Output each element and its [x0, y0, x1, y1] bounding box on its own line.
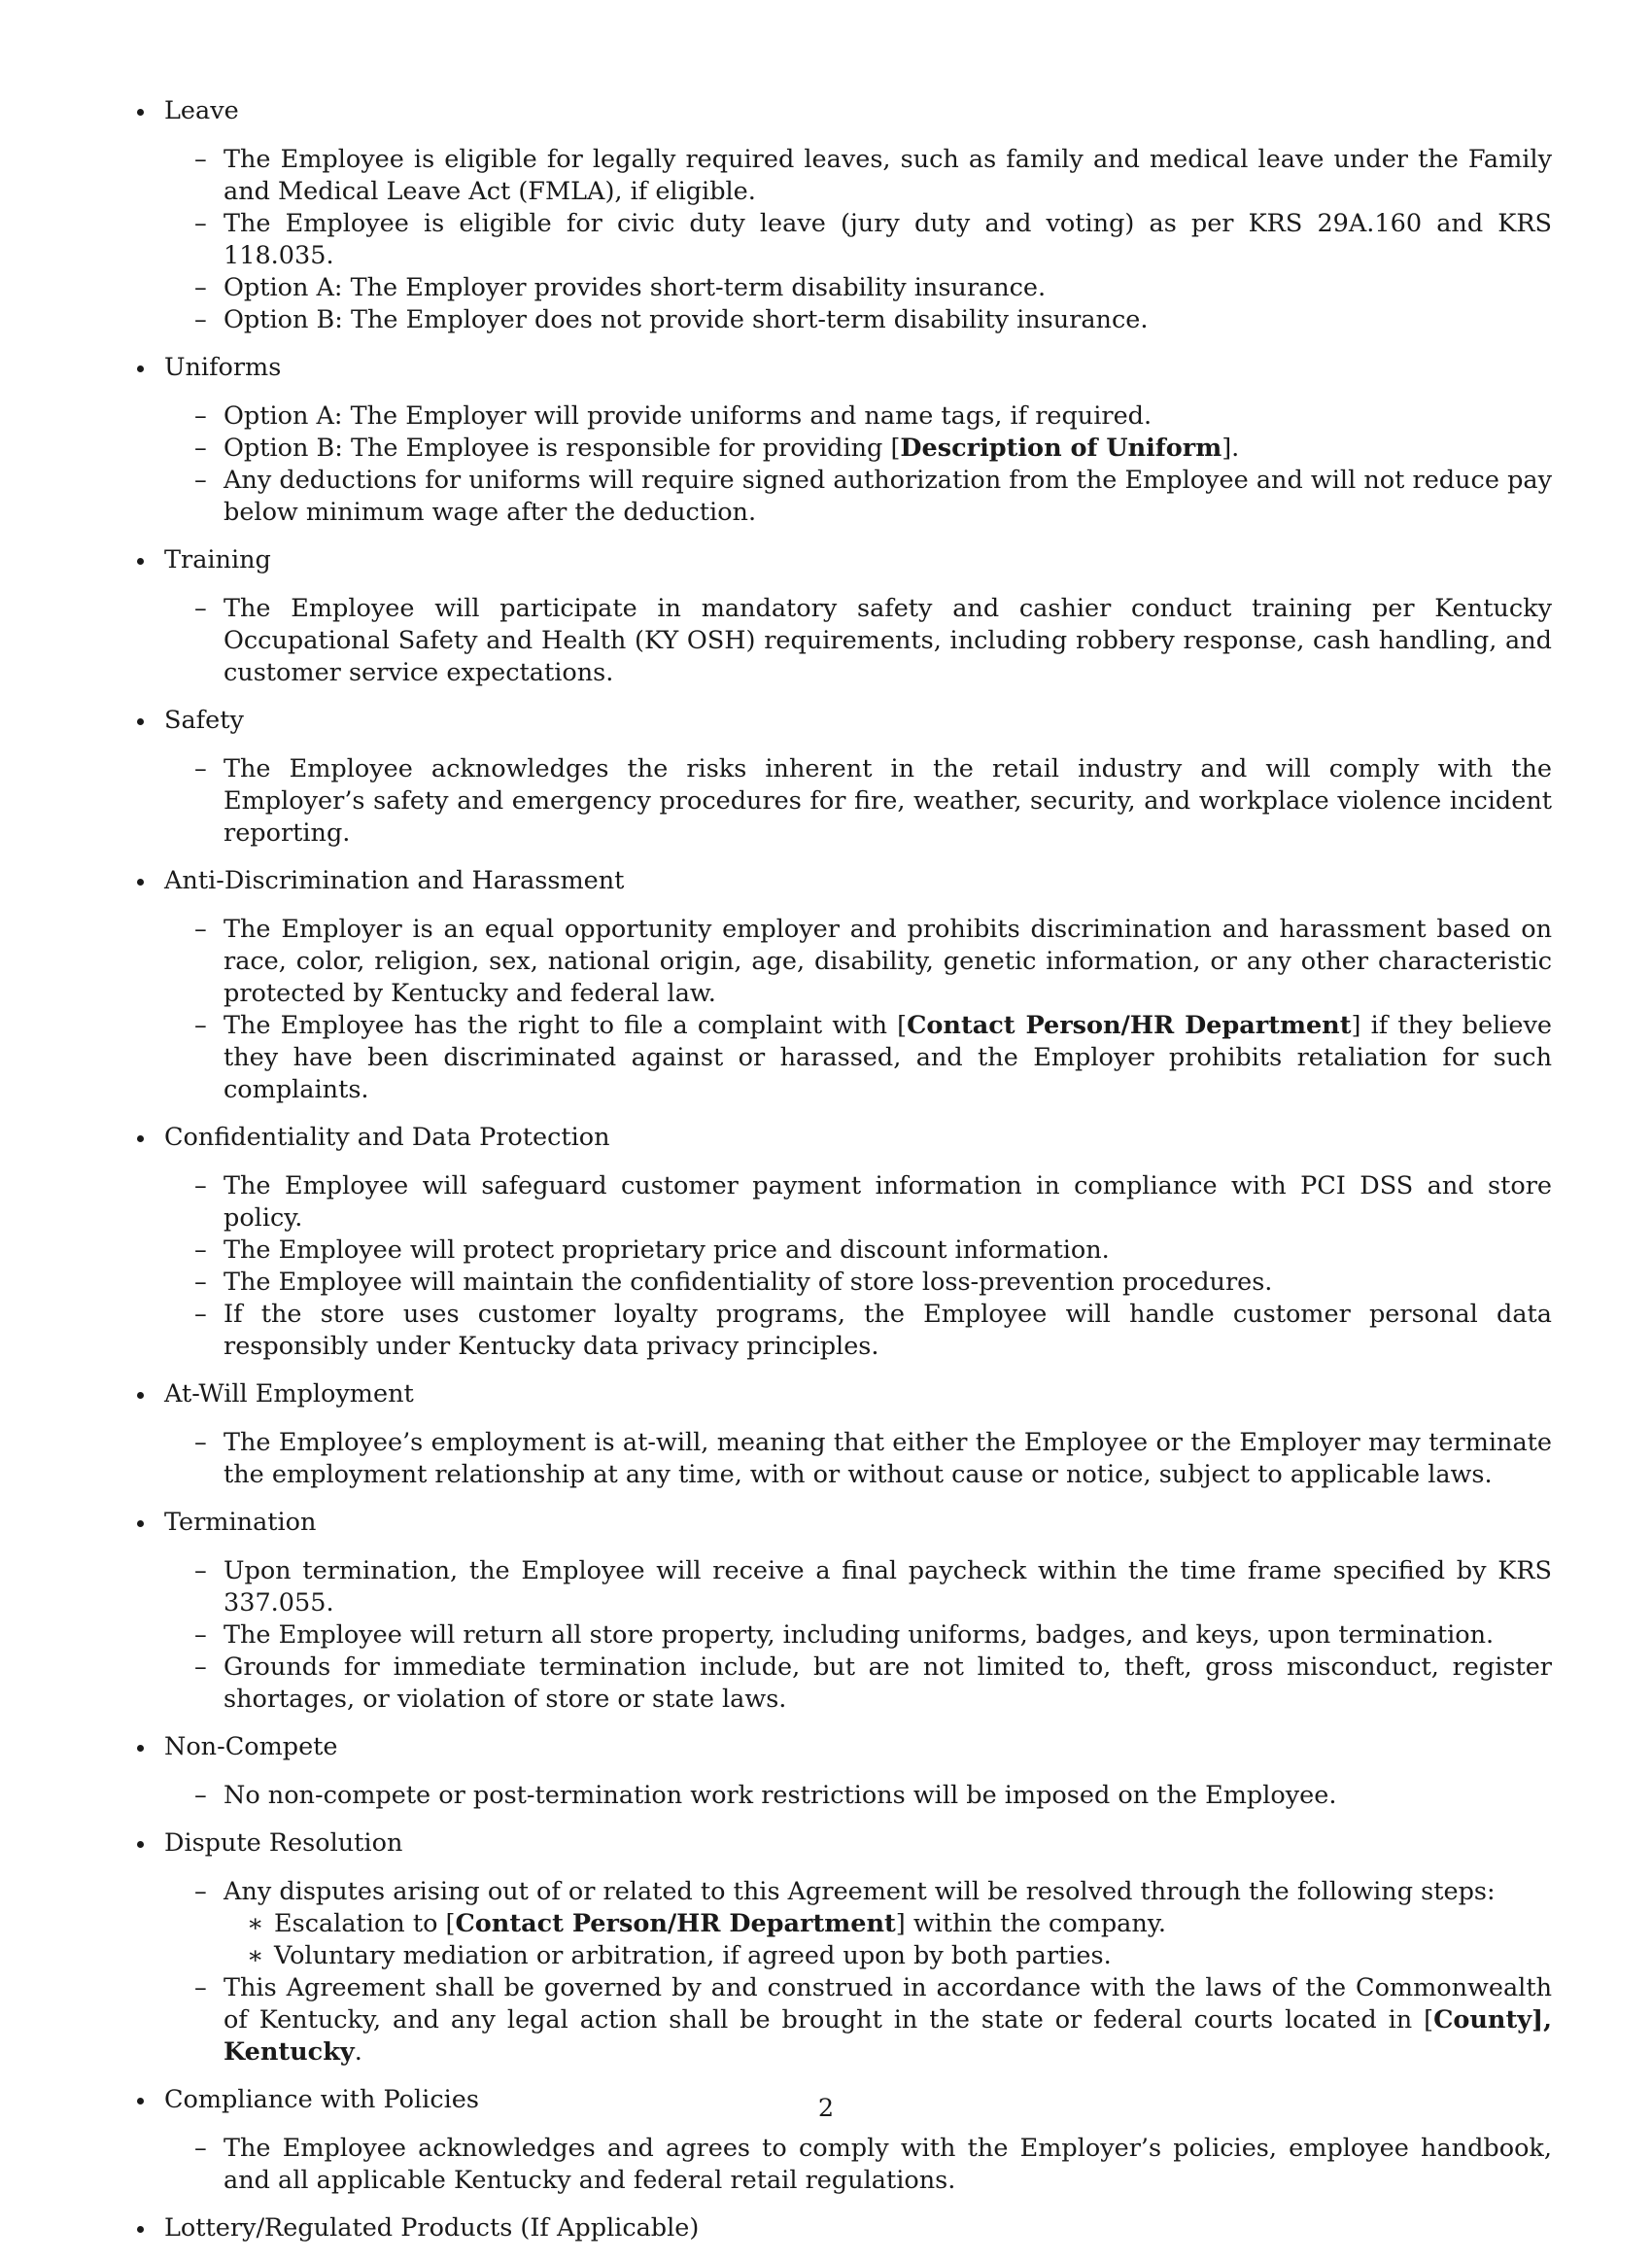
clause-item: [194, 1780, 1552, 1812]
sub-clause-item: [247, 1908, 1552, 1940]
clause-item: [194, 1619, 1552, 1652]
dash-icon: –: [194, 1171, 207, 1200]
clause-item: [194, 593, 1552, 689]
dash-icon: –: [194, 594, 207, 623]
section: [131, 2212, 1552, 2244]
text-run: Voluntary mediation or arbitration, if agreed upon by both parties.: [274, 1941, 1112, 1970]
clause-item: [194, 272, 1552, 304]
clause-list: [164, 593, 1552, 689]
placeholder-field: County], Kentucky: [224, 2005, 1552, 2067]
clause-item: [194, 753, 1552, 850]
text-run: Escalation to [: [274, 1909, 456, 1938]
text-run: ].: [1222, 434, 1240, 463]
clause-item: [194, 433, 1552, 465]
placeholder-field: Contact Person/HR Department: [455, 1909, 896, 1938]
clause-item: [194, 1170, 1552, 1235]
section: [131, 1378, 1552, 1491]
clause-item: [194, 144, 1552, 208]
dash-icon: –: [194, 754, 207, 783]
section: [131, 95, 1552, 336]
clause-list: [164, 1780, 1552, 1812]
clause-list: [164, 1427, 1552, 1491]
section: [131, 865, 1552, 1106]
text-run: The Employee is eligible for civic duty leave (jury duty and voting) as per KRS 29A.160 and KRS 118.035.: [224, 209, 1552, 270]
clause-list: [164, 753, 1552, 850]
placeholder-field: Description of Uniform: [900, 434, 1222, 463]
clause-list: [164, 144, 1552, 336]
section-title: Anti-Discrimination and Harassment: [164, 866, 625, 895]
text-run: Option B: The Employer does not provide short-term disability insurance.: [224, 305, 1149, 334]
clause-item: [194, 304, 1552, 336]
clause-item: [194, 1876, 1552, 1972]
text-run: ] within the company.: [895, 1909, 1166, 1938]
clause-item: [194, 1267, 1552, 1299]
clause-item: [194, 1010, 1552, 1106]
dash-icon: –: [194, 401, 207, 431]
asterisk-icon: ∗: [247, 1941, 264, 1970]
text-run: The Employee will safeguard customer payment information in compliance with PCI DSS and store policy.: [224, 1171, 1552, 1233]
text-run: Upon termination, the Employee will receive a final paycheck within the time frame specified by KRS 337.055.: [224, 1556, 1552, 1617]
dash-icon: –: [194, 1620, 207, 1650]
dash-icon: –: [194, 1973, 207, 2002]
text-run: No non-compete or post-termination work restrictions will be imposed on the Employee.: [224, 1781, 1337, 1810]
text-run: The Employee will protect proprietary price and discount information.: [224, 1235, 1110, 1265]
dash-icon: –: [194, 1781, 207, 1810]
page-number: 2: [817, 2094, 835, 2123]
dash-icon: –: [194, 1268, 207, 1297]
section-title: Training: [164, 545, 271, 574]
text-run: This Agreement shall be governed by and construed in accordance with the laws of the Commonwealth of Kentucky, and any legal action shall be brought in the state or federal courts located in [: [224, 1973, 1552, 2035]
text-run: ] if they believe they have been discriminated against or harassed, and the Employer prohibits retaliation for such complaints.: [224, 1011, 1552, 1104]
sub-clause-item: [247, 1940, 1552, 1972]
dash-icon: –: [194, 1428, 207, 1457]
sub-clause-list: [224, 1908, 1552, 1972]
clause-list: [164, 1555, 1552, 1716]
dash-icon: –: [194, 915, 207, 944]
dash-icon: –: [194, 305, 207, 334]
text-run: Any disputes arising out of or related to this Agreement will be resolved through the following steps:: [224, 1877, 1496, 1906]
section: [131, 544, 1552, 689]
asterisk-icon: ∗: [247, 1909, 264, 1938]
text-run: The Employee will participate in mandatory safety and cashier conduct training per Kentucky Occupational Safety and Health (KY OSH) requirements, including robbery response, cash handling, and customer service expectations.: [224, 594, 1552, 687]
dash-icon: –: [194, 434, 207, 463]
section-title: Lottery/Regulated Products (If Applicable): [164, 2213, 700, 2243]
clause-item: [194, 208, 1552, 272]
dash-icon: –: [194, 466, 207, 495]
text-run: The Employee’s employment is at-will, meaning that either the Employee or the Employer may terminate the employment relationship at any time, with or without cause or notice, subject to applicable laws.: [224, 1428, 1552, 1489]
section-title: Confidentiality and Data Protection: [164, 1123, 610, 1152]
placeholder-field: Contact Person/HR Department: [907, 1011, 1352, 1040]
text-run: The Employee is eligible for legally required leaves, such as family and medical leave under the Family and Medical Leave Act (FMLA), if eligible.: [224, 145, 1552, 206]
dash-icon: –: [194, 1235, 207, 1265]
section: [131, 352, 1552, 529]
section: [131, 705, 1552, 850]
clause-list: [164, 1170, 1552, 1363]
section-title: At-Will Employment: [164, 1379, 414, 1409]
text-run: The Employee acknowledges and agrees to comply with the Employer’s policies, employee handbook, and all applicable Kentucky and federal retail regulations.: [224, 2134, 1552, 2195]
text-run: The Employee acknowledges the risks inherent in the retail industry and will comply with the Employer’s safety and emergency procedures for fire, weather, security, and workplace violence incident reporting.: [224, 754, 1552, 848]
text-run: Option A: The Employer provides short-term disability insurance.: [224, 273, 1047, 302]
dash-icon: –: [194, 1877, 207, 1906]
text-run: If the store uses customer loyalty programs, the Employee will handle customer personal data responsibly under Kentucky data privacy principles.: [224, 1300, 1552, 1361]
section-title: Leave: [164, 96, 239, 125]
clause-item: [194, 914, 1552, 1010]
text-run: Any deductions for uniforms will require signed authorization from the Employee and will not reduce pay below minimum wage after the deduction.: [224, 466, 1552, 527]
section: [131, 1827, 1552, 2069]
clause-list: [164, 400, 1552, 529]
clause-item: [194, 465, 1552, 529]
clause-list: [164, 1876, 1552, 2069]
section-list: [131, 95, 1552, 2244]
section-title: Uniforms: [164, 353, 282, 382]
text-run: .: [354, 2037, 362, 2067]
clause-item: [194, 1427, 1552, 1491]
dash-icon: –: [194, 1556, 207, 1585]
dash-icon: –: [194, 145, 207, 174]
text-run: Option A: The Employer will provide uniforms and name tags, if required.: [224, 401, 1153, 431]
dash-icon: –: [194, 2134, 207, 2163]
clause-item: [194, 1235, 1552, 1267]
section: [131, 1507, 1552, 1716]
section: [131, 1731, 1552, 1812]
text-run: Grounds for immediate termination include, but are not limited to, theft, gross misconduct, register shortages, or violation of store or state laws.: [224, 1652, 1552, 1714]
section-title: Compliance with Policies: [164, 2085, 479, 2114]
clause-list: [164, 2133, 1552, 2197]
clause-item: [194, 1652, 1552, 1716]
dash-icon: –: [194, 1652, 207, 1682]
dash-icon: –: [194, 209, 207, 238]
section-title: Termination: [164, 1508, 317, 1537]
clause-item: [194, 1972, 1552, 2069]
section-title: Dispute Resolution: [164, 1828, 403, 1858]
dash-icon: –: [194, 273, 207, 302]
clause-item: [194, 400, 1552, 433]
clause-list: [164, 914, 1552, 1106]
text-run: The Employee will maintain the confidentiality of store loss-prevention procedures.: [224, 1268, 1273, 1297]
text-run: The Employee will return all store property, including uniforms, badges, and keys, upon termination.: [224, 1620, 1495, 1650]
section-title: Non-Compete: [164, 1732, 338, 1761]
text-run: Option B: The Employee is responsible for providing [: [224, 434, 901, 463]
clause-item: [194, 1299, 1552, 1363]
clause-item: [194, 1555, 1552, 1619]
dash-icon: –: [194, 1300, 207, 1329]
section: [131, 1122, 1552, 1363]
dash-icon: –: [194, 1011, 207, 1040]
section-title: Safety: [164, 706, 244, 735]
clause-item: [194, 2133, 1552, 2197]
text-run: The Employee has the right to file a complaint with [: [224, 1011, 908, 1040]
document-page: [131, 95, 1552, 2261]
text-run: The Employer is an equal opportunity employer and prohibits discrimination and harassment based on race, color, religion, sex, national origin, age, disability, genetic information, or any other characteristic protected by Kentucky and federal law.: [224, 915, 1552, 1008]
